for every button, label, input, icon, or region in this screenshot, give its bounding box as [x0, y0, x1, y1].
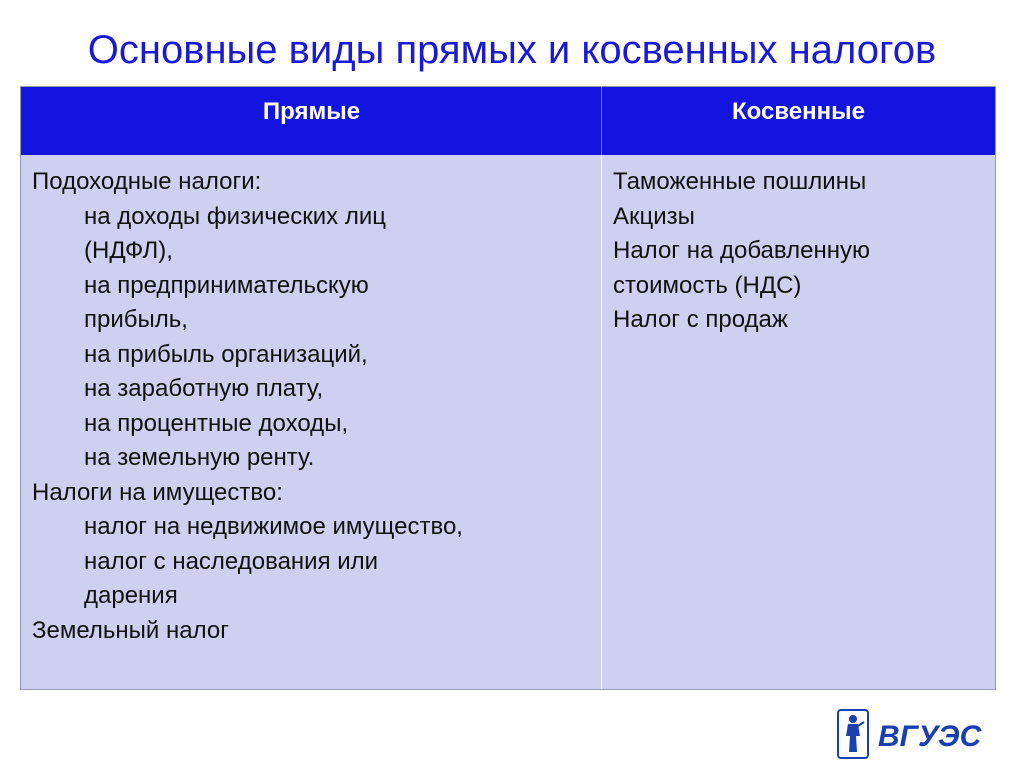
table-header-row — [21, 87, 995, 155]
tax-types-table — [20, 86, 996, 690]
direct-taxes-cell — [32, 165, 592, 648]
list-item: на предпринимательскую — [84, 271, 369, 299]
university-logo — [836, 706, 996, 762]
list-item: налог на недвижимое имущество, — [84, 513, 463, 540]
list-item: на заработную плату, — [84, 375, 324, 402]
logo-text: ВГУЭС — [878, 720, 982, 753]
list-item: Таможенные пошлины — [613, 168, 867, 195]
list-item: дарения — [84, 582, 178, 609]
list-item: на земельную ренту. — [84, 444, 315, 471]
list-item: налог с наследования или — [84, 547, 379, 575]
indirect-taxes-cell — [613, 165, 993, 338]
list-item: на прибыль организаций, — [84, 340, 368, 368]
list-item: Налог с продаж — [613, 306, 788, 333]
slide-title: Основные виды прямых и косвенных налогов — [87, 28, 937, 72]
table-body-row — [21, 155, 995, 689]
header-direct-taxes: Прямые — [262, 98, 361, 125]
list-item: Акцизы — [613, 202, 695, 230]
list-item: прибыль, — [84, 306, 188, 333]
list-item: на доходы физических лиц — [84, 202, 386, 230]
list-item: Налоги на имущество: — [32, 478, 283, 506]
body-divider — [601, 155, 602, 689]
list-item: на процентные доходы, — [84, 409, 349, 437]
list-item: стоимость (НДС) — [613, 271, 802, 299]
statue-emblem-icon — [838, 710, 868, 758]
list-item: (НДФЛ), — [84, 237, 173, 264]
list-item: Земельный налог — [32, 616, 229, 644]
header-indirect-taxes: Косвенные — [732, 98, 865, 125]
list-item: Подоходные налоги: — [32, 168, 262, 195]
list-item: Налог на добавленную — [613, 237, 870, 264]
